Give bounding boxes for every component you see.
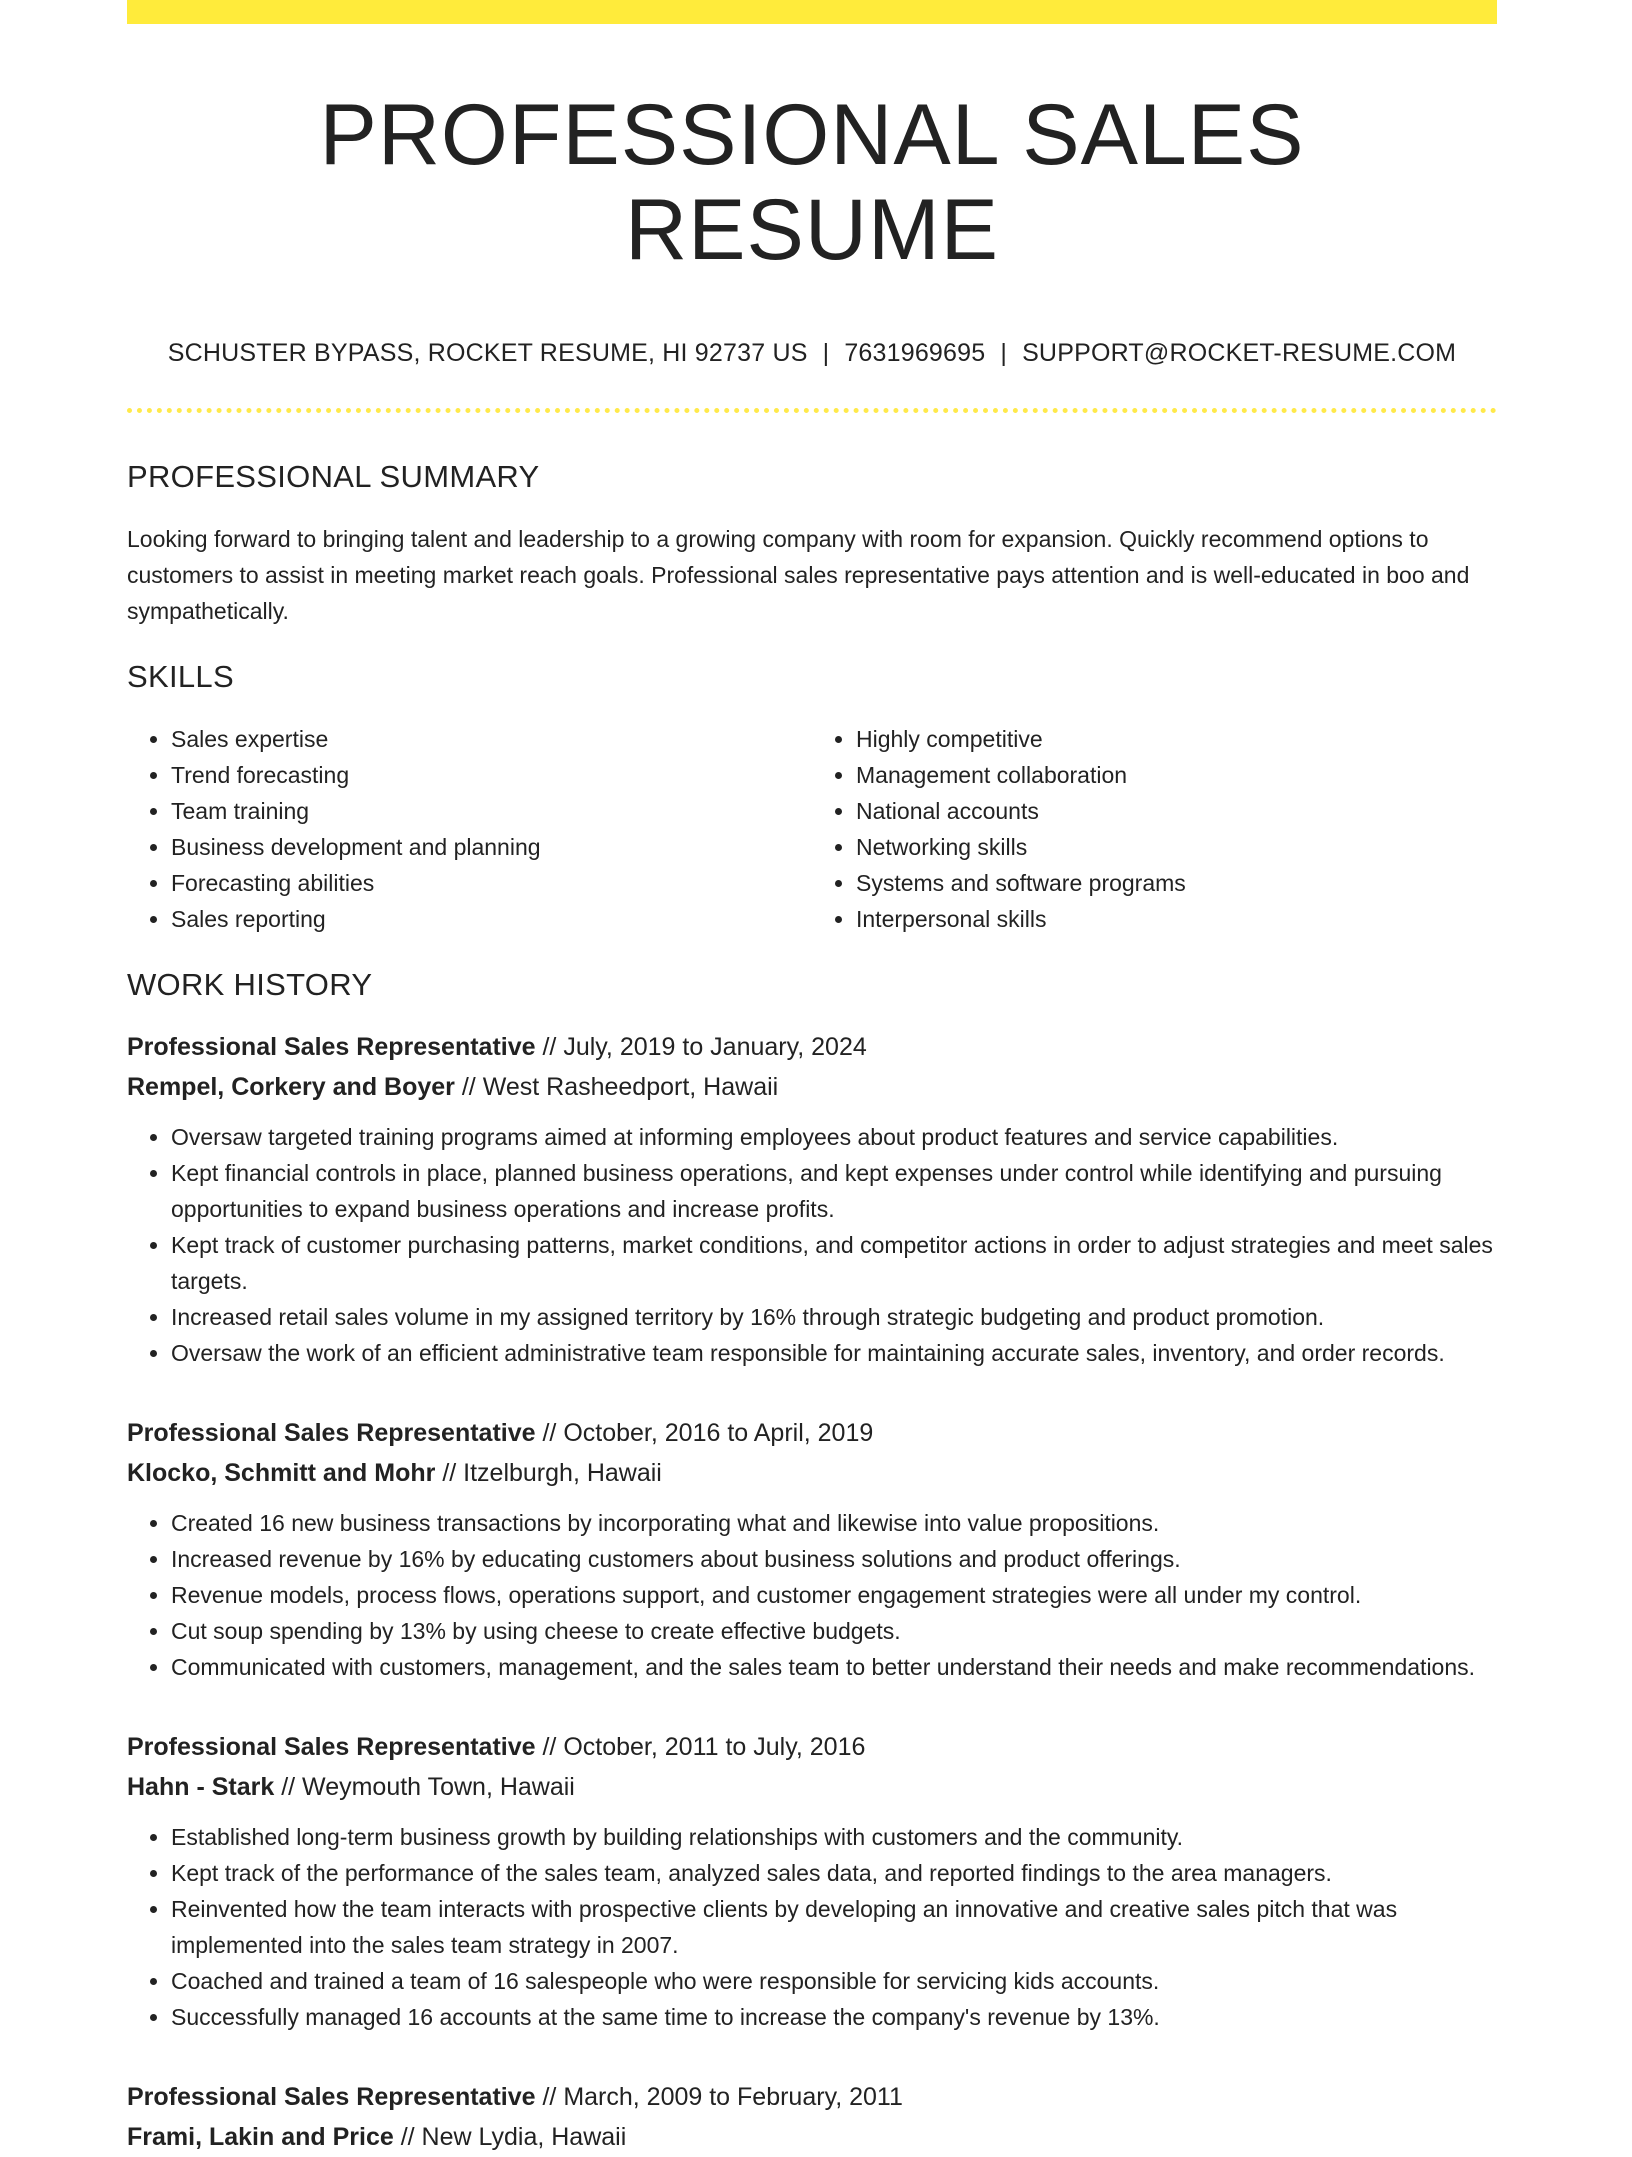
job-location: // New Lydia, Hawaii [400,2123,627,2152]
job-company: Frami, Lakin and Price [127,2123,394,2152]
job-company: Hahn - Stark [127,1773,275,1802]
skills-heading: SKILLS [127,659,234,695]
job-bullet: • Established long-term business growth by building relationships with customers and the community. [171,1819,1497,1855]
contact-separator: | [822,339,830,368]
job-title: Professional Sales Representative [127,2083,536,2112]
job-entry [127,1727,1497,2035]
skill-item: • Business development and planning [171,829,812,865]
job-bullet: • Reinvented how the team interacts with prospective clients by developing an innovative and creative sales pitch that was implemented into the sales team strategy in 2007. [171,1891,1497,1963]
job-bullet: • Communicated with customers, management, and the sales team to better understand their needs and make recommendations. [171,1649,1497,1685]
job-dates: // March, 2009 to February, 2011 [542,2083,903,2112]
skill-item: • Highly competitive [856,721,1497,757]
accent-bar [127,0,1497,24]
job-title: Professional Sales Representative [127,1419,536,1448]
skills-list-left [127,721,812,937]
resume-page [127,0,1497,2157]
job-bullet: • Increased retail sales volume in my assigned territory by 16% through strategic budgeting and product promotion. [171,1299,1497,1335]
skill-item: • Sales reporting [171,901,812,937]
skills-section [127,659,1497,937]
skill-item: • Sales expertise [171,721,812,757]
job-title-line [127,1027,1497,1067]
job-company-line [127,1767,1497,1807]
job-dates: // October, 2016 to April, 2019 [542,1419,874,1448]
job-title: Professional Sales Representative [127,1033,536,1062]
skill-item: • Interpersonal skills [856,901,1497,937]
job-bullets [127,1119,1497,1371]
contact-email: SUPPORT@ROCKET-RESUME.COM [1022,339,1457,368]
resume-title: PROFESSIONAL SALES RESUME [319,87,1305,278]
contact-address: SCHUSTER BYPASS, ROCKET RESUME, HI 92737 US [167,339,808,368]
job-entry [127,1027,1497,1371]
skill-item: • Forecasting abilities [171,865,812,901]
job-bullets [127,1819,1497,2035]
job-dates: // October, 2011 to July, 2016 [542,1733,866,1762]
job-bullet: • Increased revenue by 16% by educating customers about business solutions and product offerings. [171,1541,1497,1577]
job-location: // Itzelburgh, Hawaii [442,1459,662,1488]
job-title-line [127,1413,1497,1453]
job-dates: // July, 2019 to January, 2024 [542,1033,867,1062]
contact-separator: | [1000,339,1008,368]
summary-heading: PROFESSIONAL SUMMARY [127,459,540,495]
job-company-line [127,1453,1497,1493]
job-title: Professional Sales Representative [127,1733,536,1762]
job-bullet: • Coached and trained a team of 16 salespeople who were responsible for servicing kids accounts. [171,1963,1497,1999]
job-company: Klocko, Schmitt and Mohr [127,1459,436,1488]
skill-item: • Management collaboration [856,757,1497,793]
job-bullet: • Revenue models, process flows, operations support, and customer engagement strategies were all under my control. [171,1577,1497,1613]
skills-columns [127,721,1497,937]
job-company-line [127,1067,1497,1107]
job-title-line [127,2077,1497,2117]
job-bullet: • Kept financial controls in place, planned business operations, and kept expenses under control while identifying and pursuing opportunities to expand business operations and increase profits. [171,1155,1497,1227]
job-bullet: • Cut soup spending by 13% by using cheese to create effective budgets. [171,1613,1497,1649]
skills-list-right [812,721,1497,937]
work-history-heading: WORK HISTORY [127,967,373,1003]
job-bullet: • Kept track of customer purchasing patterns, market conditions, and competitor actions in order to adjust strategies and meet sales targets. [171,1227,1497,1299]
job-bullets [127,1505,1497,1685]
work-history-section [127,967,1497,2157]
contact-phone: 7631969695 [844,339,986,368]
skill-item: • Trend forecasting [171,757,812,793]
summary-text: Looking forward to bringing talent and leadership to a growing company with room for expansion. Quickly recommend options to customers to assist in meeting market reach goals. Professional sales representative pays attention and is well-educated in boo and sympathetically. [127,526,1470,625]
job-bullet: • Successfully managed 16 accounts at the same time to increase the company's revenue by 13%. [171,1999,1497,2035]
job-title-line [127,1727,1497,1767]
skill-item: • Networking skills [856,829,1497,865]
job-location: // Weymouth Town, Hawaii [281,1773,575,1802]
job-bullet: • Oversaw targeted training programs aimed at informing employees about product features and service capabilities. [171,1119,1497,1155]
contact-line [127,339,1497,368]
job-entry [127,2077,1497,2157]
job-company-line [127,2117,1497,2157]
skill-item: • National accounts [856,793,1497,829]
job-company: Rempel, Corkery and Boyer [127,1073,455,1102]
job-location: // West Rasheedport, Hawaii [461,1073,779,1102]
job-entry [127,1413,1497,1685]
job-bullet: • Created 16 new business transactions by incorporating what and likewise into value propositions. [171,1505,1497,1541]
dotted-divider [127,408,1497,413]
job-bullet: • Oversaw the work of an efficient administrative team responsible for maintaining accurate sales, inventory, and order records. [171,1335,1497,1371]
job-bullet: • Kept track of the performance of the sales team, analyzed sales data, and reported findings to the area managers. [171,1855,1497,1891]
summary-section [127,459,1497,629]
skill-item: • Team training [171,793,812,829]
skill-item: • Systems and software programs [856,865,1497,901]
